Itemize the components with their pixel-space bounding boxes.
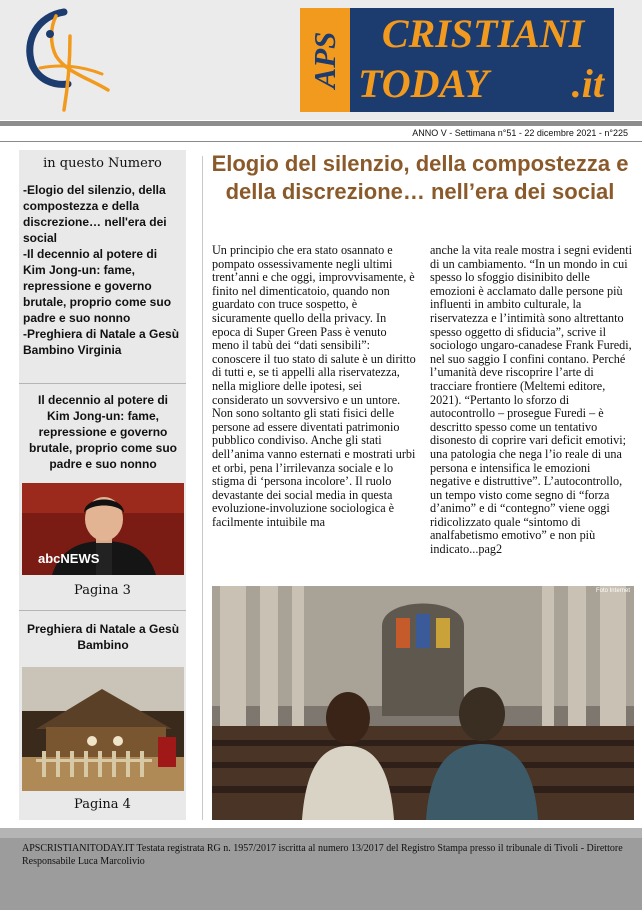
sidebar-divider	[19, 383, 186, 384]
article-column-2: anche la vita reale mostra i segni evidenti di un cambiamento. “In un mondo in cui spesso lo sfoggio disinibito delle emozioni è acclamato dalle persone più influenti in ambito culturale, la riservatezza e l’intimità sono altrettanto spesso oggetto di sfiducia”, scrive il sociologo ungaro-canadese Frank Furedi, nel suo saggio I confini contano. Perché l’umanità deve riscoprire l’arte di tracciare frontiere (Meltemi editore, 2021). “Pertanto lo sforzo di autocontrollo – prosegue Furedi – è descritto spesso come un tentativo disonesto di coprire vari deficit emotivi; una patologia che nega l’io reale di una persona e intensifica le emozioni negative e distruttive”. L’autocontrollo, un tempo visto come segno di “forza d’animo” e di “contegno” viene oggi ridicolizzato quale “sintomo di analfabetismo emotivo” e non più indicato...pag2	[430, 243, 633, 557]
masthead-line1: CRISTIANI	[381, 11, 585, 56]
masthead-line2	[358, 60, 608, 107]
aps-band	[300, 8, 350, 112]
sidebar	[19, 150, 186, 820]
aps-label: APS	[307, 31, 342, 89]
masthead-title-block	[300, 8, 614, 112]
masthead-header	[0, 0, 642, 120]
teaser-kim-image[interactable]	[22, 483, 184, 575]
abc-news-caption: abcNEWS	[38, 551, 100, 566]
masthead-today: TODAY	[358, 61, 489, 106]
sidebar-contents-list	[23, 182, 183, 358]
photo-credit: Foto Internet	[595, 588, 630, 594]
sidebar-title: in questo Numero	[43, 156, 162, 171]
sidebar-item[interactable]: -Elogio del silenzio, della compostezza e della discrezione… nell'era dei social	[23, 183, 167, 245]
issue-line: ANNO V - Settimana n°51 - 22 dicembre 2021 - n°225	[412, 128, 628, 138]
sidebar-item[interactable]: -Preghiera di Natale a Gesù Bambino Virginia	[23, 327, 180, 357]
masthead-suffix: .it	[571, 61, 604, 106]
teaser-kim-page[interactable]: Pagina 3	[74, 583, 131, 598]
church-interior-photo-icon	[212, 586, 634, 820]
fish-cross-logo-icon	[20, 6, 112, 114]
teaser-prayer-image[interactable]	[22, 667, 184, 791]
article-column-1: Un principio che era stato osannato e pompato ossessivamente negli ultimi trent’anni e che oggi, improvvisamente, è finito nel dimenticatoio, quando non guardato con truce sospetto, è sicuramente quello della privacy. In epoca di Super Green Pass è venuto meno il tabù dei “dati sensibili”: conoscere il tuo stato di salute è un diritto di tutti e, se ti appelli alla riservatezza, nella migliore delle ipotesi, sei considerato un sovversivo e un untore. Non sono soltanto gli stati fisici delle persone ad essere diventati patrimonio pubblico condiviso. Anche gli stati dell’anima vanno esternati e mostrati urbi et orbi, pena l’irrilevanza sociale e lo stigma di ‘persona incolore’. Il ruolo devastante dei social media in questa evoluzione-involuzione sociologica è facilmente intuibile ma	[212, 243, 416, 529]
nativity-scene-icon	[22, 667, 184, 791]
teaser-prayer-page[interactable]: Pagina 4	[74, 797, 131, 812]
article-photo	[212, 586, 634, 820]
footer-legal-text: APSCRISTIANITODAY.IT Testata registrata RG n. 1957/2017 iscritta al numero 13/2017 del Registro Stampa presso il tribunale di Tivoli - Direttore Responsabile Luca Marcolivio	[22, 843, 623, 867]
header-rule	[0, 121, 642, 126]
footer	[0, 828, 642, 910]
column-divider	[202, 156, 203, 820]
sidebar-item[interactable]: -Il decennio al potere di Kim Jong-un: fame, repressione e governo brutale, proprio come suo padre e suo nonno	[23, 247, 172, 325]
teaser-kim-title[interactable]: Il decennio al potere di Kim Jong-un: fame, repressione e governo brutale, proprio come suo padre e suo nonno	[28, 393, 178, 471]
issue-rule	[0, 141, 642, 142]
sidebar-divider	[19, 610, 186, 611]
article-headline: Elogio del silenzio, della compostezza e della discrezione… nell’era dei social	[211, 151, 629, 204]
teaser-prayer-title[interactable]: Preghiera di Natale a Gesù Bambino	[26, 622, 180, 652]
footer-band	[0, 828, 642, 838]
